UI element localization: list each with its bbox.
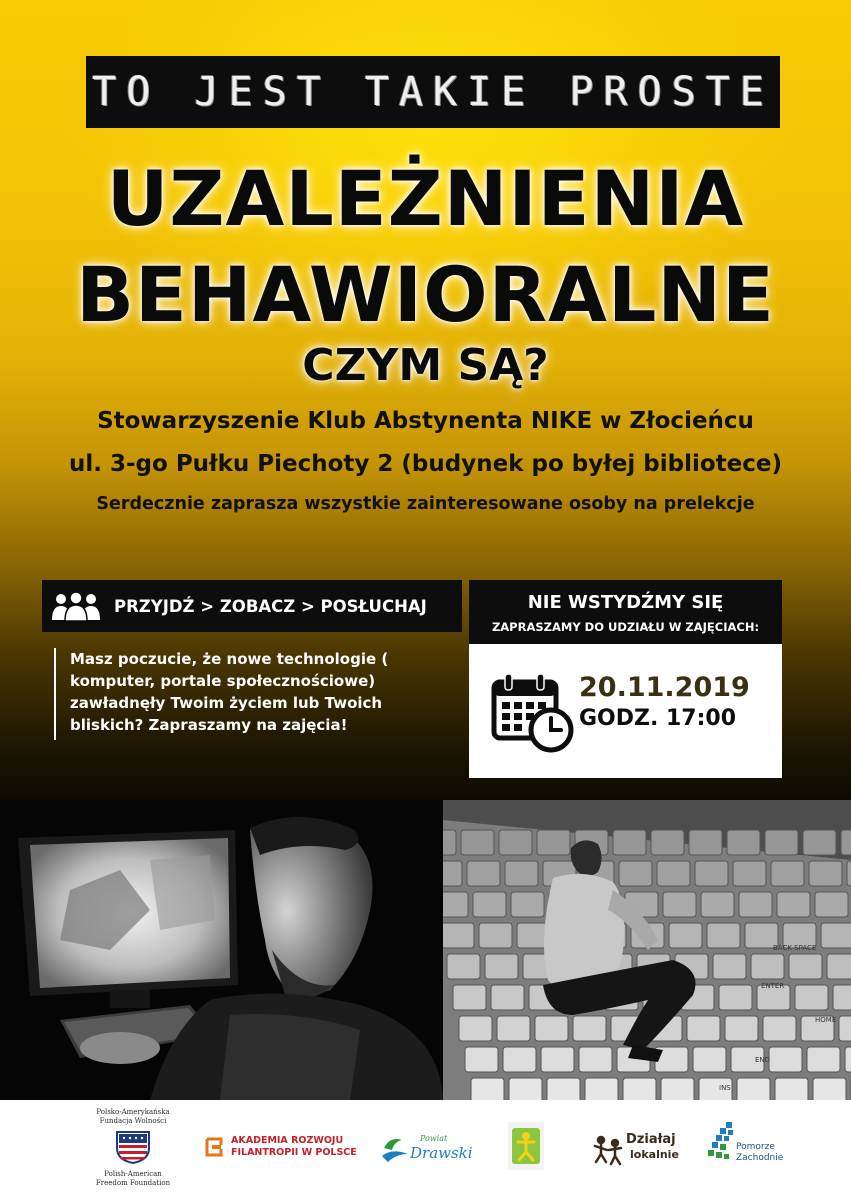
dzialaj-figures-icon [592,1134,624,1166]
keyboard-key [547,1078,580,1100]
keyboard-key [461,830,494,855]
man-at-computer-illustration [0,800,443,1100]
keyboard-key-label: END [755,1056,771,1064]
action-bar [42,580,462,632]
keyboard-key [623,1078,656,1100]
pafw-line-4: Freedom Foundation [95,1179,171,1187]
description-text: Masz poczucie, że nowe technologie ( komputer, portale społecznościowe) zawładnęły Twoim życiem lub Twoich bliskich? Zapraszamy na zajęcia! [54,648,414,740]
keyboard-key [727,830,760,855]
keyboard-key [827,954,851,979]
man-sitting-on-keyboard-photo [443,800,851,1100]
keyboard-key [815,892,848,917]
keyboard-key [447,954,480,979]
keyboard-key [845,1047,851,1072]
event-box [469,580,782,778]
keyboard-key [661,1078,694,1100]
event-time: GODZ. 17:00 [579,706,737,731]
event-title: NIE WSTYDŹMY SIĘ [527,592,724,613]
keyboard-key [485,954,518,979]
keyboard-key [497,1016,530,1041]
keyboard-key [841,830,851,855]
keyboard-key [465,1047,498,1072]
keyboard-key [669,923,702,948]
keyboard-key [499,830,532,855]
tagline-banner [86,56,780,128]
jumping-figure-icon [508,1122,544,1170]
keyboard-key [693,1047,726,1072]
keyboard-key [771,861,804,886]
keyboard-key [821,923,851,948]
arfp-bracket-icon [205,1137,225,1157]
keyboard-key [651,830,684,855]
keyboard-key-label: ENTER [761,982,785,990]
pafw-line-3: Polish-American [104,1170,162,1178]
arfp-line-1: AKADEMIA ROZWOJU [231,1135,344,1146]
keyboard-illustration [443,800,851,1100]
keyboard-key-label: INS [719,1084,731,1092]
keyboard-key [613,830,646,855]
footer-logos [0,1100,851,1200]
headline-line-1: UZALEŻNIENIA [106,154,745,243]
keyboard-key [733,861,766,886]
keyboard-key [443,861,462,886]
event-header [469,580,782,644]
keyboard-key [725,1016,758,1041]
keyboard-key [765,830,798,855]
pomorze-line-2: Zachodnie [736,1153,784,1163]
keyboard-key [847,861,851,886]
tagline-text: TO JEST TAKIE PROSTE [92,69,774,115]
keyboard-key [803,830,836,855]
keyboard-key [509,1078,542,1100]
keyboard-key [657,861,690,886]
keyboard-key [443,830,456,855]
keyboard-key [453,985,486,1010]
organizer-name: Stowarzyszenie Klub Abstynenta NIKE w Złocieńcu [97,408,754,434]
keyboard-key [473,892,506,917]
keyboard-key [701,892,734,917]
keyboard-key [443,923,474,948]
event-subtitle: ZAPRASZAMY DO UDZIAŁU W ZAJĘCIACH: [491,620,760,634]
keyboard-key [719,985,752,1010]
pafw-logo [88,1108,178,1194]
keyboard-key [537,830,570,855]
green-figure-logo [508,1122,544,1170]
keyboard-key [789,954,822,979]
keyboard-key [443,892,468,917]
pafw-flag-icon [113,1130,153,1164]
keyboard-key [839,1016,851,1041]
keyboard-key [511,892,544,917]
keyboard-key [833,985,851,1010]
keyboard-key [737,1078,770,1100]
keyboard-key [713,954,746,979]
organizer-address: ul. 3-go Pułku Piechoty 2 (budynek po byłej bibliotece) [69,451,782,477]
drawski-wave-icon [380,1134,410,1164]
action-steps-text: PRZYJDŹ > ZOBACZ > POSŁUCHAJ [114,596,427,616]
keyboard-key-label: HOME [815,1016,837,1024]
drawski-line-2: Drawski [410,1144,473,1162]
keyboard-key [689,830,722,855]
dzialaj-lokalnie-logo [592,1130,682,1172]
pafw-line-1: Polsko-Amerykańska [96,1108,170,1116]
keyboard-key [807,1047,840,1072]
keyboard-key [619,861,652,886]
headline-line-2: BEHAWIORALNE [76,250,775,339]
keyboard-key [663,892,696,917]
keyboard-key [491,985,524,1010]
keyboard-key [769,1047,802,1072]
keyboard-key [573,1016,606,1041]
keyboard-key [695,861,728,886]
keyboard-key [505,861,538,886]
pafw-line-2: Fundacja Wolności [99,1117,167,1125]
subheadline: CZYM SĄ? [302,340,549,391]
dzialaj-line-1: Działaj [626,1132,676,1147]
keyboard-key [467,861,500,886]
pomorze-zachodnie-logo [706,1122,786,1172]
keyboard-key [479,923,512,948]
keyboard-key [579,1047,612,1072]
keyboard-key [471,1078,504,1100]
drawski-line-1: Powiat [420,1134,448,1143]
arfp-logo [205,1135,365,1165]
calendar-clock-icon [491,672,577,754]
keyboard-key [739,892,772,917]
keyboard-key [707,923,740,948]
keyboard-key [585,1078,618,1100]
arfp-line-2: FILANTROPII W POLSCE [231,1147,357,1158]
keyboard-key [777,892,810,917]
man-at-computer-photo [0,800,443,1100]
keyboard-key [535,1016,568,1041]
keyboard-key [813,1078,846,1100]
keyboard-key [687,1016,720,1041]
keyboard-key [809,861,842,886]
keyboard-key [795,985,828,1010]
keyboard-key [763,1016,796,1041]
keyboard-key [459,1016,492,1041]
event-date: 20.11.2019 [579,672,750,703]
keyboard-key [751,954,784,979]
keyboard-key [775,1078,808,1100]
pomorze-line-1: Pomorze [736,1142,775,1152]
dzialaj-line-2: lokalnie [630,1148,679,1161]
keyboard-key-label: BACK SPACE [773,944,817,952]
keyboard-key [541,1047,574,1072]
keyboard-key [503,1047,536,1072]
powiat-drawski-logo [380,1134,473,1170]
people-group-icon [50,590,102,622]
invitation-text: Serdecznie zaprasza wszystkie zainteresowane osoby na prelekcje [96,494,755,514]
